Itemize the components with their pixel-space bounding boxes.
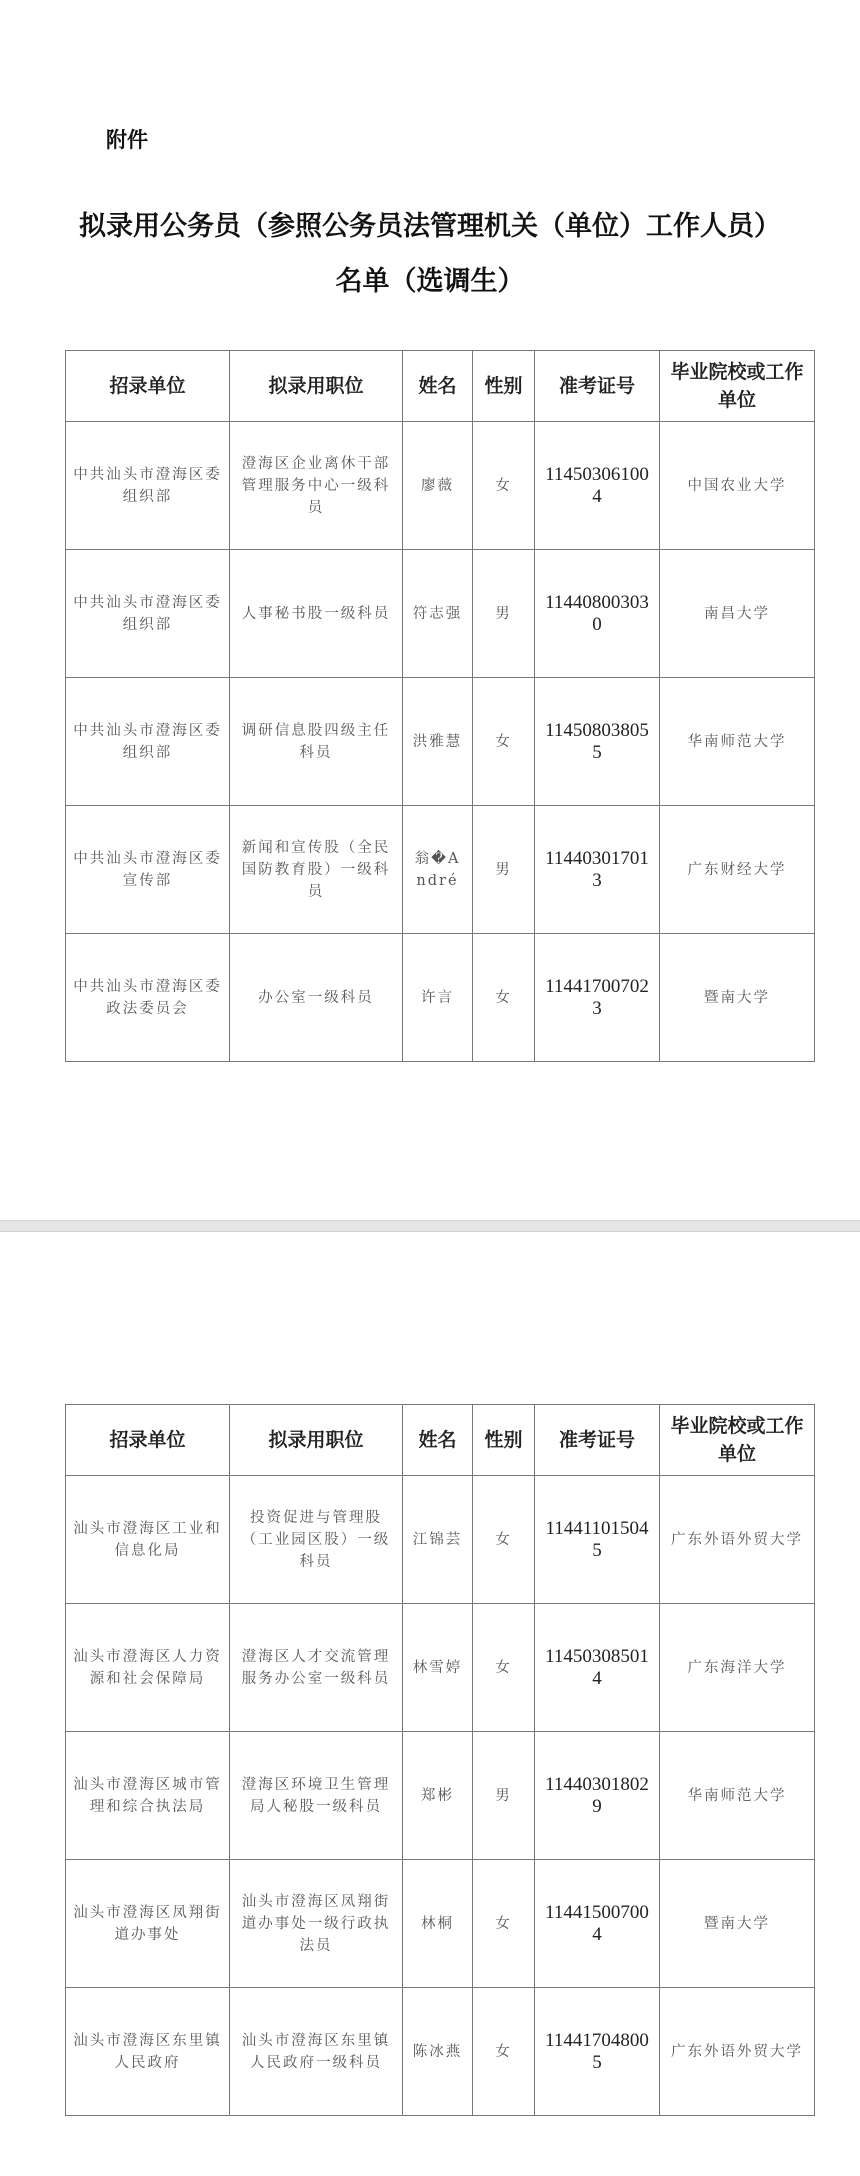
- cell-name: 洪雅慧: [403, 678, 473, 806]
- page-separator: [0, 1220, 860, 1232]
- cell-school: 中国农业大学: [660, 422, 815, 550]
- candidate-table-1: [65, 350, 815, 1062]
- cell-school: 广东外语外贸大学: [660, 1476, 815, 1604]
- cell-name: 许言: [403, 934, 473, 1062]
- table-row: [66, 1860, 815, 1988]
- header-row: [66, 351, 815, 422]
- cell-unit: 中共汕头市澄海区委宣传部: [66, 806, 230, 934]
- column-header-position: 拟录用职位: [230, 351, 403, 422]
- cell-position: 澄海区企业离休干部管理服务中心一级科员: [230, 422, 403, 550]
- cell-gender: 男: [473, 1732, 535, 1860]
- cell-position: 汕头市澄海区东里镇人民政府一级科员: [230, 1988, 403, 2116]
- column-header-position: 拟录用职位: [230, 1405, 403, 1476]
- column-header-gender: 性别: [473, 351, 535, 422]
- cell-gender: 女: [473, 422, 535, 550]
- column-header-exam-no: 准考证号: [535, 351, 660, 422]
- cell-unit: 中共汕头市澄海区委组织部: [66, 678, 230, 806]
- cell-exam-no: 114408003030: [535, 550, 660, 678]
- cell-name: 郑彬: [403, 1732, 473, 1860]
- table-row: [66, 1476, 815, 1604]
- table-row: [66, 678, 815, 806]
- cell-school: 暨南大学: [660, 1860, 815, 1988]
- cell-unit: 中共汕头市澄海区委组织部: [66, 550, 230, 678]
- cell-unit: 汕头市澄海区凤翔街道办事处: [66, 1860, 230, 1988]
- cell-gender: 女: [473, 1988, 535, 2116]
- cell-exam-no: 114417048005: [535, 1988, 660, 2116]
- cell-exam-no: 114503061004: [535, 422, 660, 550]
- cell-exam-no: 114411015045: [535, 1476, 660, 1604]
- column-header-name: 姓名: [403, 351, 473, 422]
- cell-position: 澄海区环境卫生管理局人秘股一级科员: [230, 1732, 403, 1860]
- cell-exam-no: 114503085014: [535, 1604, 660, 1732]
- cell-position: 办公室一级科员: [230, 934, 403, 1062]
- cell-name: 江锦芸: [403, 1476, 473, 1604]
- header-row: [66, 1405, 815, 1476]
- column-header-gender: 性别: [473, 1405, 535, 1476]
- cell-unit: 中共汕头市澄海区委组织部: [66, 422, 230, 550]
- document-title-line2: 名单（选调生）: [335, 266, 525, 297]
- cell-position: 澄海区人才交流管理服务办公室一级科员: [230, 1604, 403, 1732]
- column-header-school: 毕业院校或工作单位: [660, 351, 815, 422]
- cell-unit: 中共汕头市澄海区委政法委员会: [66, 934, 230, 1062]
- cell-school: 广东海洋大学: [660, 1604, 815, 1732]
- column-header-school: 毕业院校或工作单位: [660, 1405, 815, 1476]
- cell-school: 南昌大学: [660, 550, 815, 678]
- cell-unit: 汕头市澄海区工业和信息化局: [66, 1476, 230, 1604]
- cell-gender: 女: [473, 678, 535, 806]
- cell-name: 林雪婷: [403, 1604, 473, 1732]
- column-header-unit: 招录单位: [66, 351, 230, 422]
- cell-unit: 汕头市澄海区城市管理和综合执法局: [66, 1732, 230, 1860]
- cell-gender: 男: [473, 550, 535, 678]
- table-row: [66, 806, 815, 934]
- table-row: [66, 550, 815, 678]
- cell-position: 投资促进与管理股（工业园区股）一级科员: [230, 1476, 403, 1604]
- table-row: [66, 422, 815, 550]
- cell-gender: 女: [473, 1604, 535, 1732]
- cell-position: 汕头市澄海区凤翔街道办事处一级行政执法员: [230, 1860, 403, 1988]
- column-header-exam-no: 准考证号: [535, 1405, 660, 1476]
- cell-exam-no: 114415007004: [535, 1860, 660, 1988]
- cell-school: 广东外语外贸大学: [660, 1988, 815, 2116]
- cell-gender: 女: [473, 934, 535, 1062]
- candidate-table-2: [65, 1404, 815, 2116]
- column-header-name: 姓名: [403, 1405, 473, 1476]
- attachment-label: 附件: [106, 128, 148, 152]
- cell-name: 翁�André: [403, 806, 473, 934]
- cell-position: 新闻和宣传股（全民国防教育股）一级科员: [230, 806, 403, 934]
- cell-school: 暨南大学: [660, 934, 815, 1062]
- column-header-unit: 招录单位: [66, 1405, 230, 1476]
- cell-gender: 女: [473, 1476, 535, 1604]
- cell-unit: 汕头市澄海区东里镇人民政府: [66, 1988, 230, 2116]
- cell-school: 广东财经大学: [660, 806, 815, 934]
- table-row: [66, 1604, 815, 1732]
- cell-name: 廖薇: [403, 422, 473, 550]
- cell-unit: 汕头市澄海区人力资源和社会保障局: [66, 1604, 230, 1732]
- document-title-line1: 拟录用公务员（参照公务员法管理机关（单位）工作人员）: [79, 211, 781, 242]
- cell-position: 调研信息股四级主任科员: [230, 678, 403, 806]
- document-page-2: [0, 1232, 860, 2176]
- table-row: [66, 1988, 815, 2116]
- cell-gender: 男: [473, 806, 535, 934]
- cell-exam-no: 114417007023: [535, 934, 660, 1062]
- cell-position: 人事秘书股一级科员: [230, 550, 403, 678]
- table-row: [66, 1732, 815, 1860]
- cell-gender: 女: [473, 1860, 535, 1988]
- cell-exam-no: 114403017013: [535, 806, 660, 934]
- cell-school: 华南师范大学: [660, 1732, 815, 1860]
- cell-exam-no: 114403018029: [535, 1732, 660, 1860]
- table-row: [66, 934, 815, 1062]
- cell-name: 陈冰燕: [403, 1988, 473, 2116]
- cell-exam-no: 114508038055: [535, 678, 660, 806]
- cell-school: 华南师范大学: [660, 678, 815, 806]
- cell-name: 林桐: [403, 1860, 473, 1988]
- cell-name: 符志强: [403, 550, 473, 678]
